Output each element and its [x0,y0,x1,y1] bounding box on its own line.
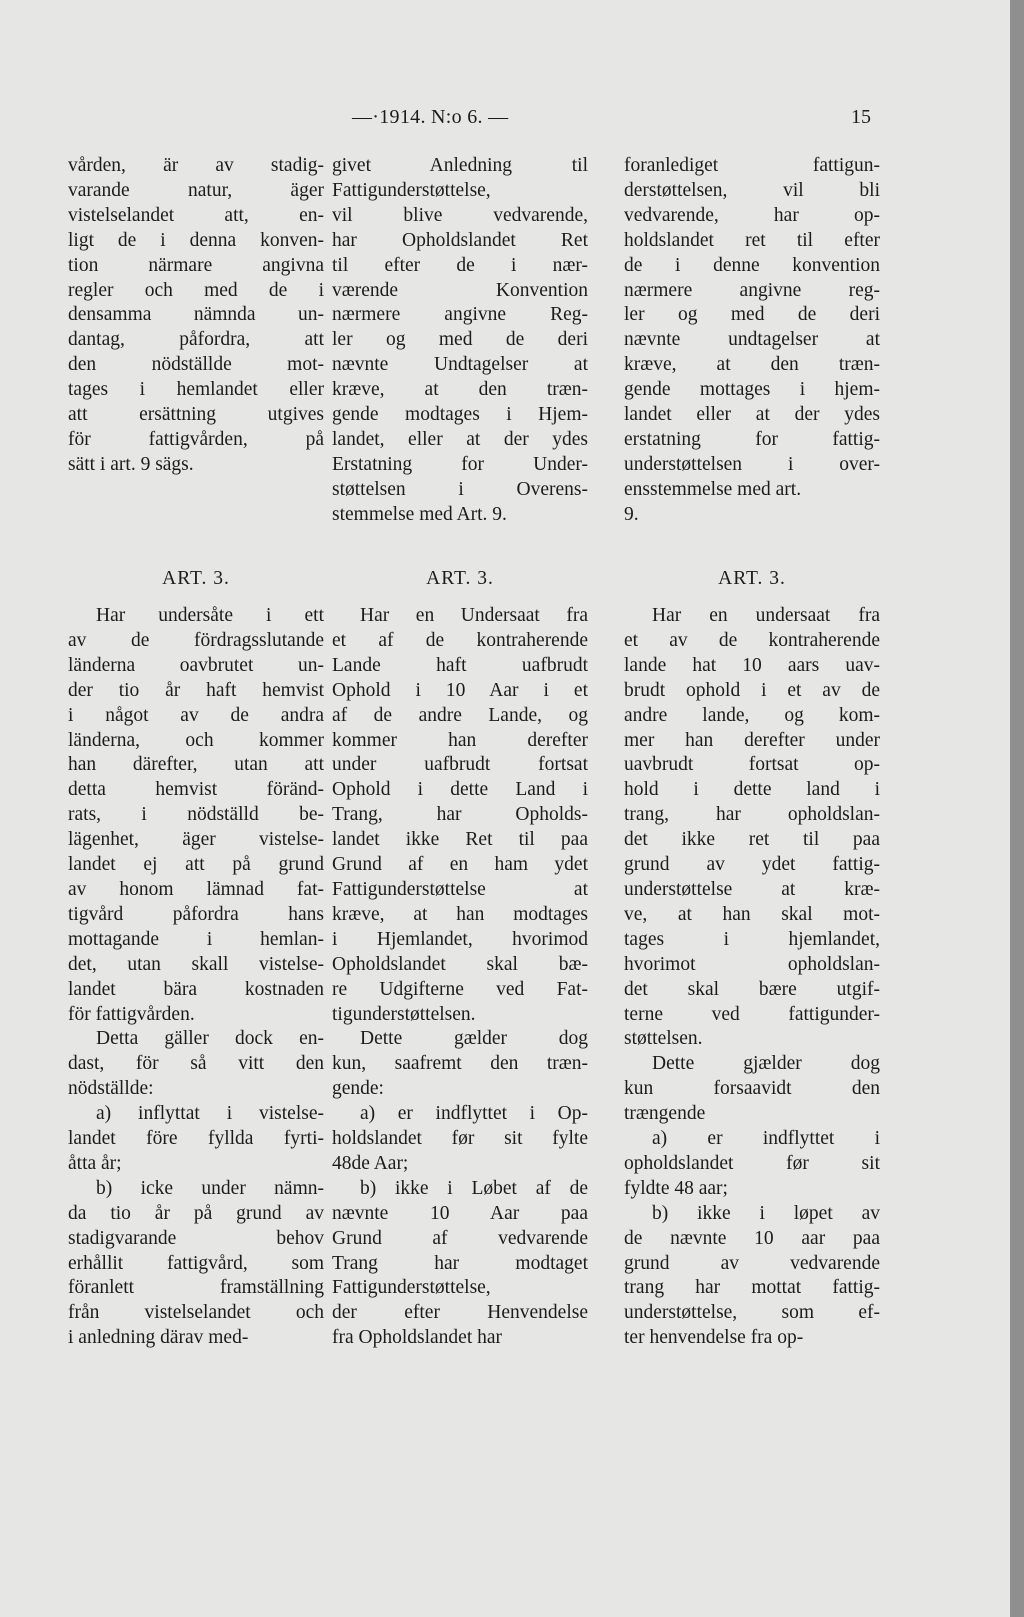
text-line: nærmere angivne reg- [624,279,880,301]
text-line: det skal bære utgif- [624,978,880,1000]
text-line: a) er indflyttet i [652,1128,880,1150]
text-line: Dette gjælder dog [652,1053,880,1075]
text-line: det ikke ret til paa [624,829,880,851]
text-line: vil blive vedvarende, [332,204,588,226]
text-line: länderna, och kommer [68,729,324,751]
text-line: för fattigvården. [68,1003,195,1025]
text-line: derstøttelsen, vil bli [624,179,880,201]
text-line: 48de Aar; [332,1152,409,1174]
text-line: terne ved fattigunder- [624,1003,880,1025]
text-line: a) er indflyttet i Op- [360,1103,588,1125]
text-line: åtta år; [68,1152,122,1174]
text-line: Trang, har Opholds- [332,804,588,826]
text-line: ler og med de deri [624,304,880,326]
norwegian-column-top [624,154,880,528]
text-line: Grund af vedvarende [332,1227,588,1249]
text-line: erstatning for fattig- [624,428,880,450]
text-line: fra Opholdslandet har [332,1327,503,1349]
text-line: hold i dette land i [624,779,880,801]
text-line: föranlett framställning [68,1277,324,1299]
text-line: landet eller at der ydes [624,404,880,426]
text-line: a) inflyttat i vistelse- [96,1103,324,1125]
text-line: fyldte 48 aar; [624,1177,728,1199]
text-line: Detta gäller dock en- [96,1028,324,1050]
text-line: Har en undersaat fra [652,605,880,626]
text-line: sätt i art. 9 sägs. [68,453,194,475]
text-line: nödställde: [68,1078,154,1100]
text-line: gende modtages i Hjem- [332,404,588,426]
danish-column-top [332,154,588,528]
text-line: grund av ydet fattig- [624,854,880,876]
text-line: av de fördragsslutande [68,629,324,651]
text-line: grund av vedvarende [624,1252,880,1274]
text-line: tigunderstøttelsen. [332,1003,476,1025]
text-line: ensstemmelse med art. [624,478,802,500]
text-line: landet ikke Ret til paa [332,829,588,851]
text-line: kun forsaavidt den [624,1078,880,1100]
text-line: de i denne konvention [624,254,880,276]
text-line: har Opholdslandet Ret [332,229,588,251]
text-line: Fattigunderstøttelse, [332,179,491,201]
norwegian-article-heading: ART. 3. [718,568,786,589]
text-line: ter henvendelse fra op- [624,1327,804,1349]
text-line: holdslandet før sit fylte [332,1128,588,1150]
text-line: kommer han derefter [332,729,588,751]
text-line: rats, i nödställd be- [68,804,324,826]
text-line: Trang har modtaget [332,1252,588,1274]
text-line: ve, at han skal mot- [624,903,880,925]
text-line: nævnte Undtagelser at [332,354,588,376]
text-line: understøttelse, som ef- [624,1302,880,1324]
swedish-column-body [68,604,324,1351]
text-line: Dette gælder dog [360,1028,588,1050]
text-line: det, utan skall vistelse- [68,953,324,975]
swedish-column-top [68,154,324,478]
text-line: trang har mottat fattig- [624,1277,880,1299]
text-line: stemmelse med Art. 9. [332,503,507,525]
text-line: uavbrudt fortsat op- [624,754,880,776]
text-line: landet ej att på grund [68,854,324,876]
text-line: gende mottages i hjem- [624,379,880,401]
text-line: lägenhet, äger vistelse- [68,829,324,851]
text-line: understøttelsen i over- [624,453,880,475]
text-line: nævnte undtagelser at [624,329,880,351]
text-line: mottagande i hemlan- [68,928,324,950]
text-line: re Udgifterne ved Fat- [332,978,588,1000]
text-line: tages i hemlandet eller [68,379,324,401]
page-number: 15 [851,106,871,128]
text-line: han därefter, utan att [68,754,324,776]
text-line: regler och med de i [68,279,324,301]
text-line: Opholdslandet skal bæ- [332,953,588,975]
danish-column-body [332,604,588,1351]
text-line: vistelselandet att, en- [68,204,324,226]
text-line: b) ikke i løpet av [652,1202,880,1224]
text-line: mer han derefter under [624,729,880,751]
text-line: lande hat 10 aars uav- [624,654,880,676]
danish-article-heading: ART. 3. [426,568,494,589]
text-line: i något av de andra [68,704,324,726]
text-line: landet före fyllda fyrti- [68,1128,324,1150]
text-line: Fattigunderstøttelse at [332,878,588,900]
text-line: kræve, at den træn- [332,379,588,401]
text-line: andre lande, og kom- [624,704,880,726]
text-line: Lande haft uafbrudt [332,654,588,676]
text-line: att ersättning utgives [68,404,324,426]
text-line: från vistelselandet och [68,1302,324,1324]
norwegian-column-body [624,604,880,1351]
text-line: erhållit fattigvård, som [68,1252,324,1274]
text-line: opholdslandet før sit [624,1152,880,1174]
text-line: 9. [624,503,639,525]
page-header [0,106,1010,136]
text-line: værende Konvention [332,279,588,301]
running-head: —·1914. N:o 6. — [352,106,509,128]
text-line: trang, har opholdslan- [624,804,880,826]
text-line: under uafbrudt fortsat [332,754,588,776]
text-line: der efter Henvendelse [332,1302,588,1324]
text-line: nævnte 10 Aar paa [332,1202,588,1224]
swedish-article-heading: ART. 3. [162,568,230,589]
text-line: dantag, påfordra, att [68,329,324,351]
text-line: de nævnte 10 aar paa [624,1227,880,1249]
text-line: Har undersåte i ett [96,605,324,626]
text-line: Grund af en ham ydet [332,854,588,876]
text-line: länderna oavbrutet un- [68,654,324,676]
text-line: kun, saafremt den træn- [332,1053,588,1075]
text-line: tigvård påfordra hans [68,903,324,925]
text-line: Ophold i 10 Aar i et [332,679,588,701]
text-line: der tio år haft hemvist [68,679,324,701]
text-line: et av de kontraherende [624,629,880,651]
text-line: i Hjemlandet, hvorimod [332,928,588,950]
text-line: Erstatning for Under- [332,453,588,475]
text-line: landet bära kostnaden [68,978,324,1000]
text-line: detta hemvist föränd- [68,779,324,801]
text-line: hvorimot opholdslan- [624,953,880,975]
text-line: givet Anledning til [332,155,588,176]
text-line: stadigvarande behov [68,1227,324,1249]
text-line: Fattigunderstøttelse, [332,1277,491,1299]
text-line: dast, för så vitt den [68,1053,324,1075]
text-line: gende: [332,1078,384,1100]
text-line: vedvarende, har op- [624,204,880,226]
text-line: för fattigvården, på [68,428,324,450]
text-line: understøttelse at kræ- [624,878,880,900]
text-line: trængende [624,1103,706,1125]
text-line: ler og med de deri [332,329,588,351]
text-line: et af de kontraherende [332,629,588,651]
text-line: Har en Undersaat fra [360,605,588,626]
text-line: av honom lämnad fat- [68,878,324,900]
text-line: støttelsen i Overens- [332,478,588,500]
text-line: tion närmare angivna [68,254,324,276]
text-line: kræve, at han modtages [332,903,588,925]
text-line: tages i hjemlandet, [624,928,880,950]
text-line: støttelsen. [624,1028,703,1050]
text-line: b) ikke i Løbet af de [360,1177,588,1199]
text-line: holdslandet ret til efter [624,229,880,251]
text-line: vården, är av stadig- [68,155,324,176]
text-line: b) icke under nämn- [96,1177,324,1199]
text-line: kræve, at den træn- [624,354,880,376]
text-line: til efter de i nær- [332,254,588,276]
text-line: brudt ophold i et av de [624,679,880,701]
text-line: i anledning därav med- [68,1327,249,1349]
text-line: foranlediget fattigun- [624,155,880,176]
text-line: ligt de i denna konven- [68,229,324,251]
text-line: den nödställde mot- [68,354,324,376]
text-line: landet, eller at der ydes [332,428,588,450]
text-line: nærmere angivne Reg- [332,304,588,326]
text-line: varande natur, äger [68,179,324,201]
text-line: Ophold i dette Land i [332,779,588,801]
text-line: densamma nämnda un- [68,304,324,326]
text-line: da tio år på grund av [68,1202,324,1224]
text-line: af de andre Lande, og [332,704,588,726]
